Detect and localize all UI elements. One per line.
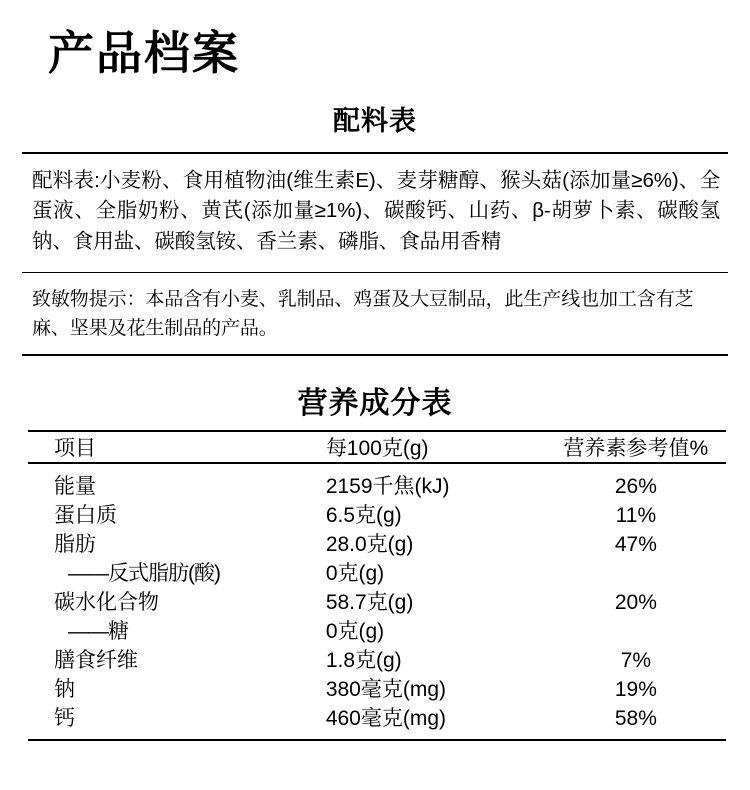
nutrient-name: 蛋白质 bbox=[54, 503, 117, 527]
nutrient-name: 钙 bbox=[54, 706, 75, 730]
nutrient-name: 膳食纤维 bbox=[54, 648, 138, 672]
nutrient-amount: 58.7克(g) bbox=[325, 590, 414, 614]
nutrition-table-body bbox=[28, 463, 726, 733]
nutrient-nrv: 7% bbox=[620, 648, 652, 672]
nutrient-nrv bbox=[546, 617, 726, 646]
nutrient-nrv: 19% bbox=[614, 677, 657, 701]
nutrient-amount: 28.0克(g) bbox=[325, 532, 414, 556]
nutrient-nrv: 11% bbox=[615, 503, 657, 527]
nutrition-table bbox=[28, 430, 726, 733]
nutrient-amount: 0克(g) bbox=[325, 561, 385, 585]
table-row bbox=[28, 559, 726, 588]
nutrition-section-title: 营养成分表 bbox=[297, 386, 453, 420]
nutrition-table-wrap bbox=[28, 430, 726, 733]
product-profile-page bbox=[0, 28, 750, 790]
nutrient-amount: 0克(g) bbox=[325, 619, 385, 643]
nutrient-nrv bbox=[546, 559, 726, 588]
nutrient-amount: 2159千焦(kJ) bbox=[325, 474, 450, 498]
table-row bbox=[28, 463, 726, 501]
nutrient-name: 能量 bbox=[54, 474, 96, 498]
ingredients-section-title: 配料表 bbox=[333, 105, 417, 136]
nutrient-name: 脂肪 bbox=[54, 532, 96, 556]
nutrient-nrv: 26% bbox=[614, 474, 657, 498]
ingredients-text: 配料表:小麦粉、食用植物油(维生素E)、麦芽糖醇、猴头菇(添加量≥6%)、全蛋液、全脂奶粉、黄芪(添加量≥1%)、碳酸钙、山药、β-胡萝卜素、碳酸氢钠、食用盐、碳酸氢铵、香兰素、磷脂、食品用香精 bbox=[32, 168, 720, 254]
nutrient-nrv: 20% bbox=[614, 590, 657, 614]
allergen-text: 致敏物提示：本品含有小麦、乳制品、鸡蛋及大豆制品，此生产线也加工含有芝麻、坚果及花生制品的产品。 bbox=[32, 288, 694, 340]
nutrient-amount: 6.5克(g) bbox=[325, 503, 402, 527]
nutrient-amount: 1.8克(g) bbox=[325, 648, 402, 672]
table-row bbox=[28, 617, 726, 646]
column-header-amount: 每100克(g) bbox=[320, 431, 546, 463]
table-row bbox=[28, 704, 726, 733]
nutrition-table-header-row bbox=[28, 431, 726, 463]
nutrient-nrv: 47% bbox=[614, 532, 657, 556]
table-row bbox=[28, 646, 726, 675]
nutrient-nrv: 58% bbox=[614, 706, 657, 730]
table-bottom-rule bbox=[28, 739, 726, 741]
nutrient-name: ——糖 bbox=[68, 619, 128, 643]
column-header-item: 项目 bbox=[28, 431, 320, 463]
allergen-block bbox=[22, 272, 728, 344]
table-row bbox=[28, 530, 726, 559]
nutrient-name: 钠 bbox=[54, 677, 75, 701]
page-title: 产品档案 bbox=[48, 27, 240, 79]
table-row bbox=[28, 675, 726, 704]
nutrient-name: 碳水化合物 bbox=[54, 590, 159, 614]
column-header-nrv: 营养素参考值% bbox=[546, 431, 726, 463]
ingredients-block bbox=[22, 152, 728, 356]
table-row bbox=[28, 501, 726, 530]
table-row bbox=[28, 588, 726, 617]
nutrient-amount: 380毫克(mg) bbox=[325, 677, 447, 701]
nutrient-amount: 460毫克(mg) bbox=[325, 706, 447, 730]
nutrient-name: ——反式脂肪(酸) bbox=[68, 561, 220, 585]
